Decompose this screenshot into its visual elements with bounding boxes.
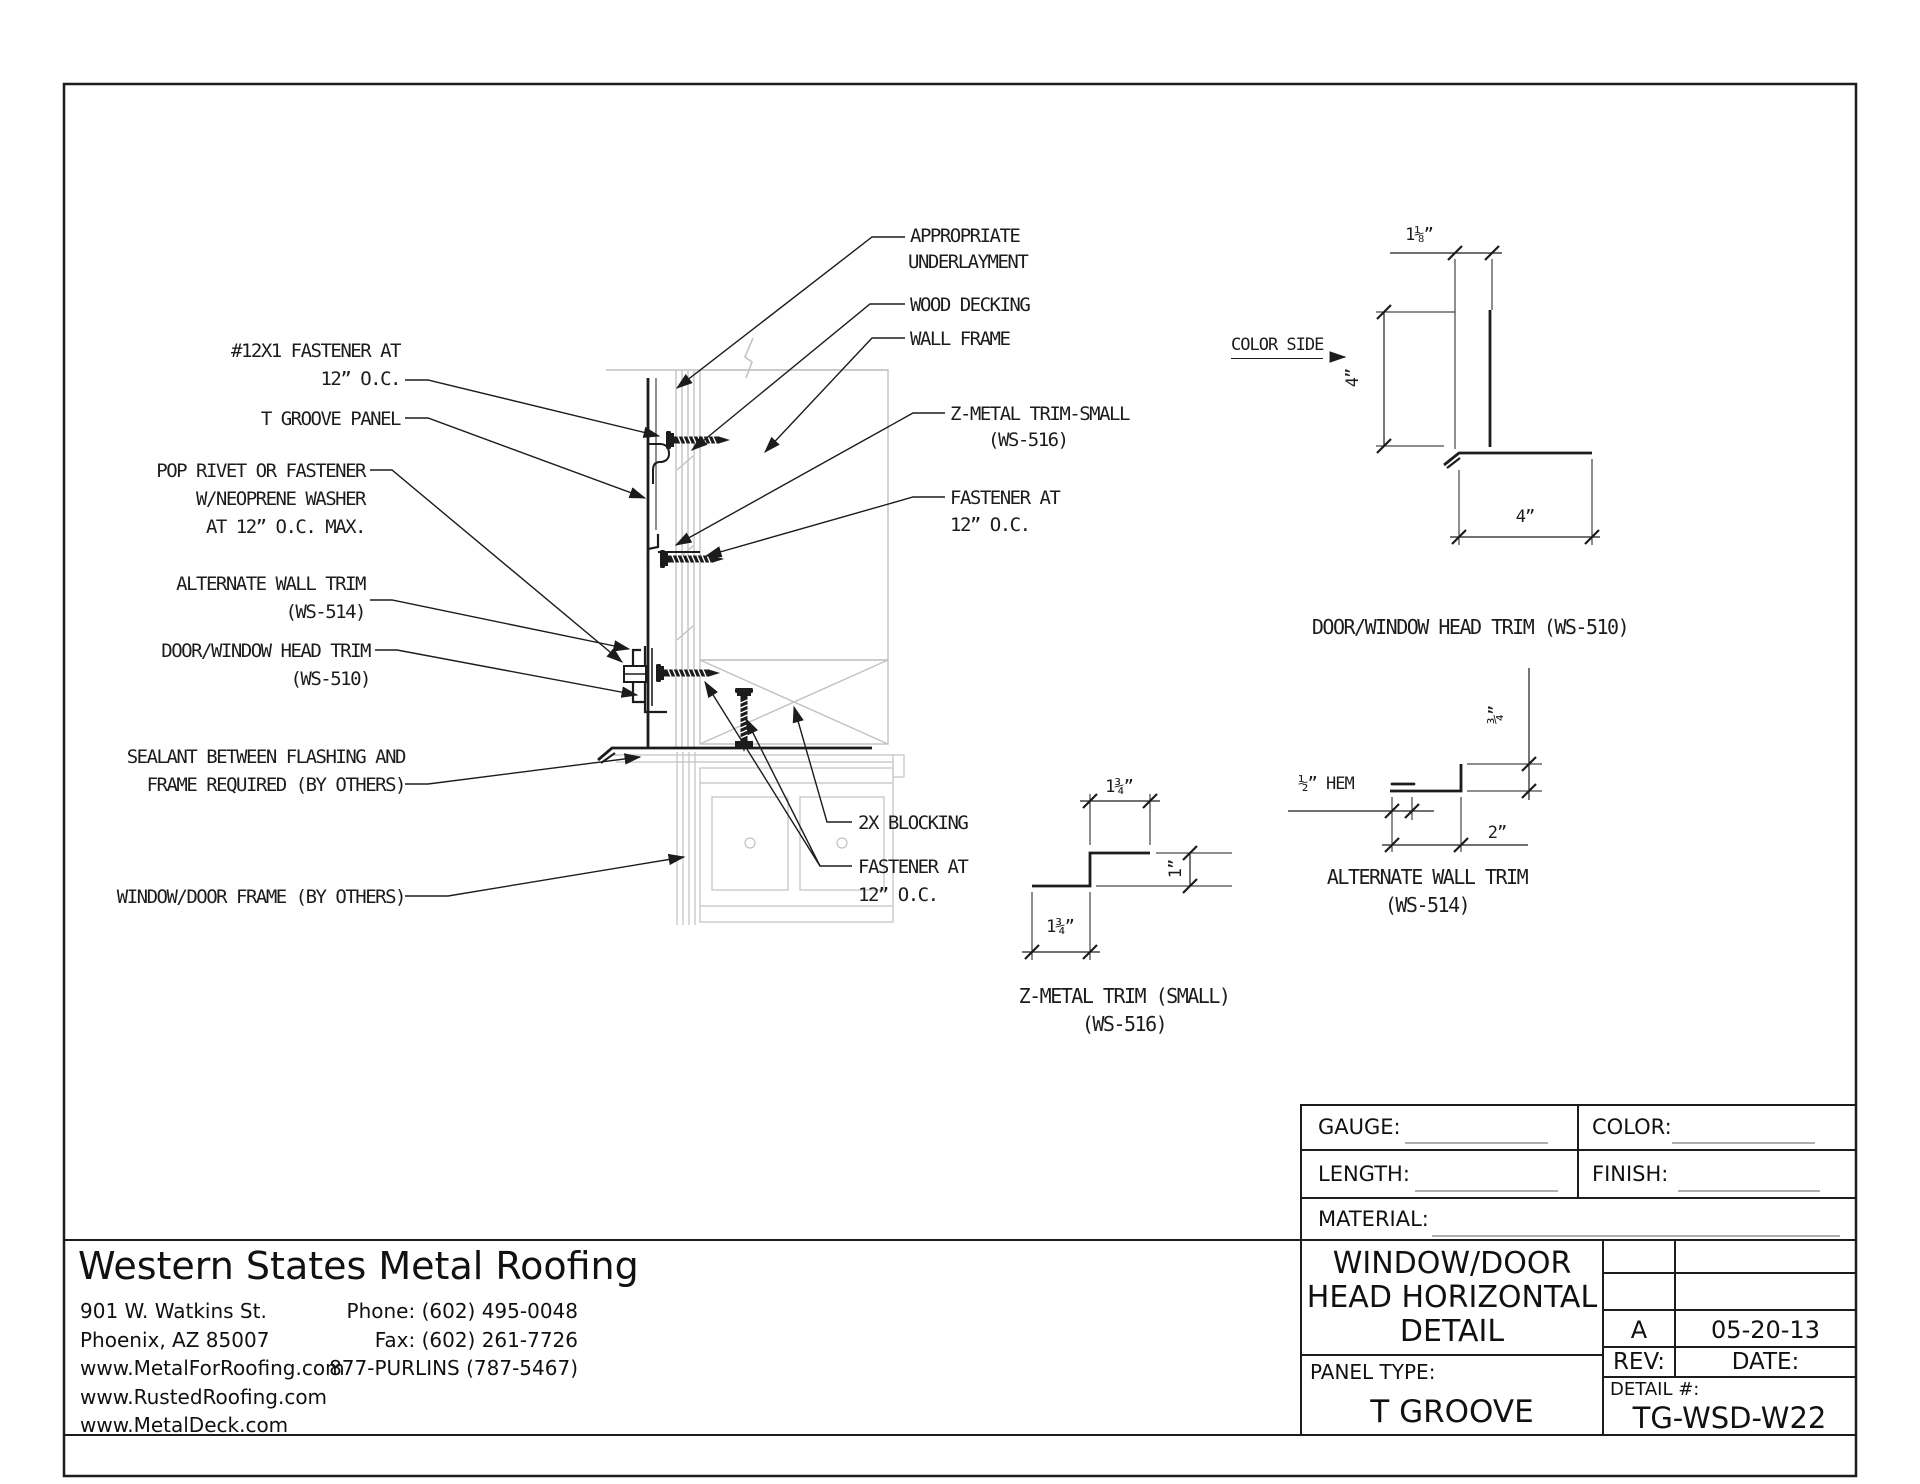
company-address-line1: 901 W. Watkins St. (80, 1299, 267, 1323)
blocking-2x (700, 660, 888, 744)
ws514-dim-side: ¾” (1486, 705, 1506, 725)
ws514-label-line2: (WS-514) (1384, 893, 1470, 917)
label-z-trim-line2: (WS-516) (988, 429, 1068, 451)
gauge-field-label: GAUGE: (1318, 1115, 1401, 1139)
color-field-label: COLOR: (1592, 1115, 1672, 1139)
ws510-drawing (1332, 246, 1600, 545)
sheet-title-line2: HEAD HORIZONTAL (1306, 1280, 1598, 1315)
label-alt-wall-trim-line1: ALTERNATE WALL TRIM (176, 573, 365, 595)
ws516-dim-top: 1¾” (1105, 777, 1133, 797)
label-fastener-right-line1: FASTENER AT (950, 487, 1060, 509)
label-t-groove-panel: T GROOVE PANEL (260, 408, 400, 430)
label-window-door-frame: WINDOW/DOOR FRAME (BY OTHERS) (116, 886, 405, 908)
ws510-label: DOOR/WINDOW HEAD TRIM (WS-510) (1311, 615, 1629, 639)
label-head-trim-line2: (WS-510) (290, 668, 370, 690)
ws516-profile (1032, 853, 1150, 886)
flashing (598, 748, 872, 760)
company-website-3: www.MetalDeck.com (80, 1413, 289, 1437)
sheet-title-line1: WINDOW/DOOR (1332, 1246, 1572, 1281)
ws514-dim-bottom: 2” (1487, 823, 1507, 843)
section-background (606, 338, 904, 925)
label-fastener-bottom-line2: 12” O.C. (858, 884, 938, 906)
company-website-2: www.RustedRoofing.com (80, 1385, 328, 1409)
material-field-label: MATERIAL: (1318, 1207, 1429, 1231)
label-2x-blocking: 2X BLOCKING (858, 812, 968, 834)
detail-number-value: TG-WSD-W22 (1632, 1401, 1827, 1435)
label-sealant-line2: FRAME REQUIRED (BY OTHERS) (146, 774, 405, 796)
rev-value: A (1630, 1316, 1648, 1344)
finish-field-label: FINISH: (1592, 1162, 1669, 1186)
ws510-dim-top: 1⅛” (1405, 225, 1433, 245)
company-fax: Fax: (602) 261-7726 (374, 1328, 578, 1352)
ws510-profile-leg (1444, 453, 1592, 465)
wall-frame (700, 370, 888, 660)
section-foreground (598, 378, 872, 763)
panel-type-label: PANEL TYPE: (1310, 1360, 1436, 1384)
ws514-dim-hem: ½” HEM (1298, 774, 1354, 794)
label-sealant-line1: SEALANT BETWEEN FLASHING AND (126, 746, 405, 768)
label-12x1-fastener-line2: 12” O.C. (320, 368, 400, 390)
ws516-label-line2: (WS-516) (1081, 1012, 1167, 1036)
ws510-dim-side: 4” (1343, 368, 1363, 388)
ws514-label-line1: ALTERNATE WALL TRIM (1326, 865, 1528, 889)
label-alt-wall-trim-line2: (WS-514) (285, 601, 365, 623)
detail-number-label: DETAIL #: (1610, 1379, 1700, 1400)
label-12x1-fastener-line1: #12X1 FASTENER AT (231, 340, 400, 362)
company-purlins-phone: 877-PURLINS (787-5467) (329, 1356, 578, 1380)
ws516-label-line1: Z-METAL TRIM (SMALL) (1018, 984, 1230, 1008)
section-screws (656, 431, 753, 752)
panel-type-value: T GROOVE (1370, 1394, 1534, 1430)
label-head-trim-line1: DOOR/WINDOW HEAD TRIM (161, 640, 370, 662)
label-underlayment-line2: UNDERLAYMENT (908, 251, 1028, 273)
color-side-note: COLOR SIDE (1231, 334, 1323, 359)
company-address-line2: Phoenix, AZ 85007 (80, 1328, 270, 1352)
ws516-dim-bottom: 1¾” (1046, 917, 1074, 937)
sheet-title-line3: DETAIL (1399, 1314, 1505, 1349)
rev-label: REV: (1612, 1349, 1666, 1375)
label-fastener-right-line2: 12” O.C. (950, 514, 1030, 536)
ws510-dim-bottom: 4” (1515, 507, 1535, 527)
ws516-dim-side: 1” (1166, 859, 1186, 879)
label-pop-rivet-line3: AT 12” O.C. MAX. (205, 516, 365, 538)
length-field-label: LENGTH: (1318, 1162, 1410, 1186)
label-pop-rivet-line1: POP RIVET OR FASTENER (156, 460, 365, 482)
company-name: Western States Metal Roofing (78, 1244, 639, 1288)
date-value: 05-20-13 (1711, 1316, 1820, 1344)
z-trim-section (648, 534, 658, 573)
ws514-profile (1390, 764, 1461, 791)
label-pop-rivet-line2: W/NEOPRENE WASHER (196, 488, 365, 510)
label-underlayment-line1: APPROPRIATE (910, 225, 1020, 247)
panel-seam (648, 444, 669, 484)
company-phone: Phone: (602) 495-0048 (346, 1299, 578, 1323)
date-label: DATE: (1731, 1349, 1800, 1375)
label-fastener-bottom-line1: FASTENER AT (858, 856, 968, 878)
label-z-trim-line1: Z-METAL TRIM-SMALL (950, 403, 1129, 425)
label-wall-frame: WALL FRAME (910, 328, 1010, 350)
blank-field-lines (1405, 1143, 1840, 1236)
label-wood-decking: WOOD DECKING (910, 294, 1030, 316)
company-website-1: www.MetalForRoofing.com (80, 1356, 345, 1380)
